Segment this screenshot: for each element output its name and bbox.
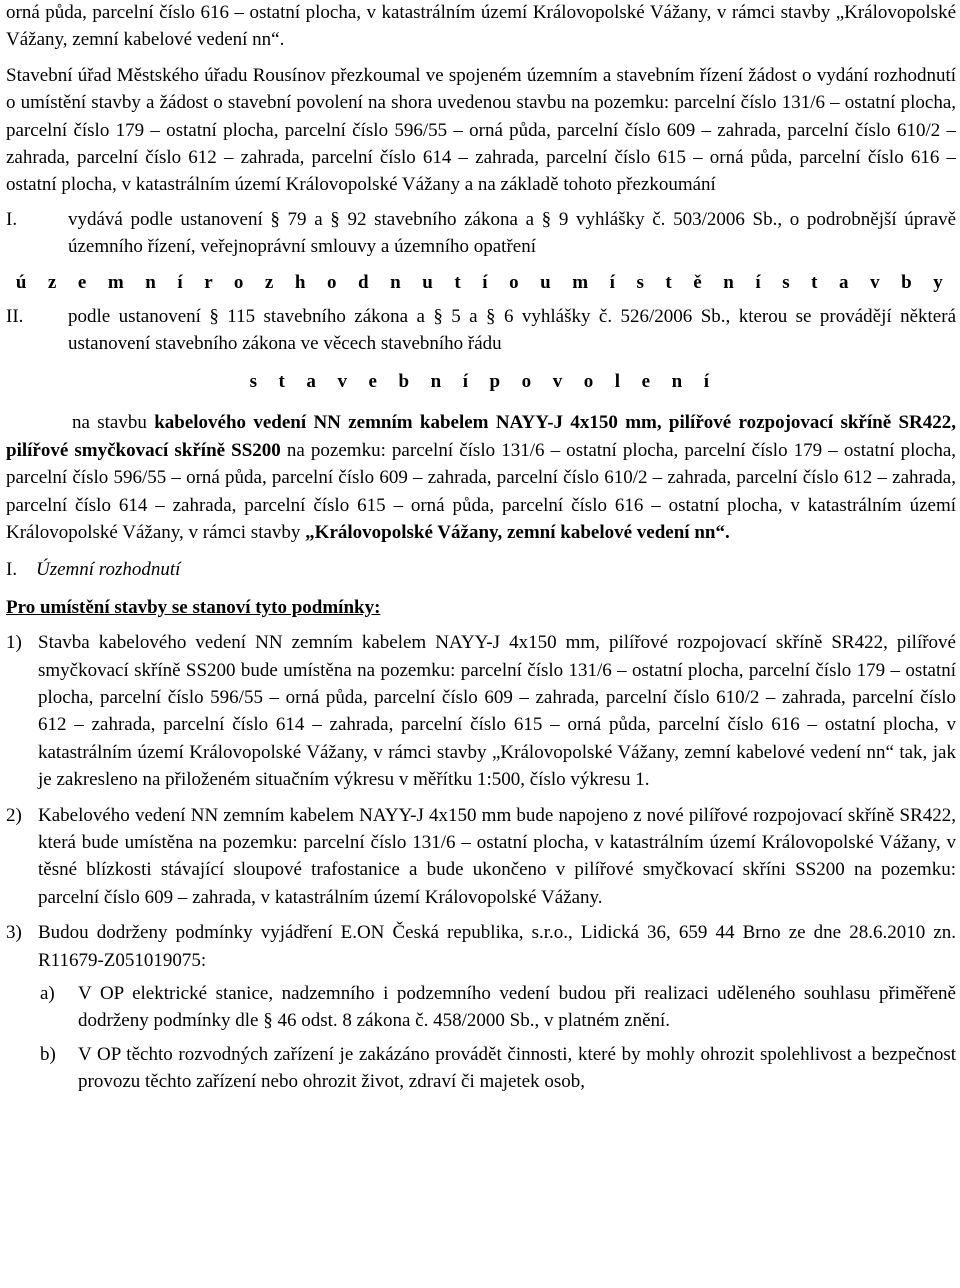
condition-text: Budou dodrženy podmínky vyjádření E.ON Česká republika, s.r.o., Lidická 36, 659 44 Brno ze dne 28.6.2010 zn. R11679-Z051019075: xyxy=(38,922,956,971)
list-item xyxy=(40,1041,956,1096)
section-i-text: vydává podle ustanovení § 79 a § 92 stavebního zákona a § 9 vyhlášky č. 503/2006 Sb., o podrobnější úpravě územního řízení, veřejnoprávní smlouvy a územního opatření xyxy=(68,208,956,258)
subcondition-letter: a) xyxy=(40,983,55,1004)
section-i-verdict xyxy=(6,206,956,261)
conditions-list xyxy=(6,629,956,1096)
subcondition-text: V OP těchto rozvodných zařízení je zakázáno provádět činnosti, které by mohly ohrozit spolehlivost a bezpečnost provozu těchto zařízení nebo ohrozit život, zdraví či majetek osob, xyxy=(78,1043,956,1093)
uzemni-title: Územní rozhodnutí xyxy=(36,559,181,581)
section-ii-number: II. xyxy=(6,306,24,328)
uzemni-rozhodnuti-label xyxy=(6,556,956,583)
condition-number: 1) xyxy=(6,632,22,654)
document-page xyxy=(6,0,956,1096)
list-item xyxy=(40,980,956,1035)
heading-uzemni-rozhodnuti: ú z e m n í r o z h o d n u t í o u m í s t ě n í s t a v b y xyxy=(15,271,947,293)
condition-number: 2) xyxy=(6,804,22,826)
section-ii-verdict xyxy=(6,303,956,358)
stavba-location: na pozemku: parcelní číslo 131/6 – ostatní plocha, parcelní číslo 179 – ostatní plocha, parcelní číslo 596/55 – orná půda, parcelní číslo 609 – zahrada, parcelní číslo 610/2 – zahrada, parcelní číslo 612 – zahrada, parcelní číslo 614 – zahrada, parcelní číslo 615 – orná půda, parcelní číslo 616 – ostatní plocha, v katastrálním území Královopolské Vážany, v rámci stavby xyxy=(6,439,956,543)
heading-stavebni-povoleni: s t a v e b n í p o v o l e n í xyxy=(249,370,713,392)
condition-number: 3) xyxy=(6,922,22,944)
list-item xyxy=(6,802,956,912)
stavba-bold-items: kabelového vedení NN zemním kabelem NAYY-J 4x150 mm, pilířové rozpojovací skříně SR422, pilířové smyčkovací skříně SS200 xyxy=(6,412,956,461)
condition-text: Kabelového vedení NN zemním kabelem NAYY-J 4x150 mm bude napojeno z nové pilířové rozpojovací skříně SR422, která bude umístěna na pozemku: parcelní číslo 131/6 – ostatní plocha, v katastrálním území Královopolské Vážany, v těsné blízkosti stávající sloupové trafostanice a bude ukončeno v pilířové smyčkovací skříni SS200 na pozemku: parcelní číslo 609 – zahrada, v katastrálním území Královopolské Vážany. xyxy=(38,804,956,908)
uzemni-number: I. xyxy=(6,559,18,581)
intro-continuation: orná půda, parcelní číslo 616 – ostatní plocha, v katastrálním území Královopolské Vážany, v rámci stavby „Královopolské Vážany, zemní kabelové vedení nn“. xyxy=(6,2,956,51)
stavba-description xyxy=(6,409,956,546)
section-ii-text: podle ustanovení § 115 stavebního zákona a § 5 a § 6 vyhlášky č. 526/2006 Sb., kterou se provádějí některá ustanovení stavebního zákona ve věcech stavebního řádu xyxy=(68,306,956,355)
list-item xyxy=(6,629,956,793)
intro-paragraph: Stavební úřad Městského úřadu Rousínov přezkoumal ve spojeném územním a stavebním řízení žádost o vydání rozhodnutí o umístění stavby a žádost o stavební povolení na shora uvedenou stavbu na pozemku: parcelní číslo 131/6 – ostatní plocha, parcelní číslo 179 – ostatní plocha, parcelní číslo 596/55 – orná půda, parcelní číslo 609 – zahrada, parcelní číslo 610/2 – zahrada, parcelní číslo 612 – zahrada, parcelní číslo 614 – zahrada, parcelní číslo 615 – orná půda, parcelní číslo 616 – ostatní plocha, v katastrálním území Královopolské Vážany a na základě tohoto přezkoumání xyxy=(6,64,956,196)
section-i-number: I. xyxy=(6,208,18,230)
stavba-name: „Královopolské Vážany, zemní kabelové vedení nn“. xyxy=(305,521,730,543)
subcondition-letter: b) xyxy=(40,1043,56,1065)
stavba-prefix: na stavbu xyxy=(72,412,155,434)
list-item xyxy=(6,919,956,974)
conditions-heading: Pro umístění stavby se stanoví tyto podmínky: xyxy=(6,596,381,618)
subcondition-text: V OP elektrické stanice, nadzemního i podzemního vedení budou při realizaci uděleného souhlasu přiměřeně dodrženy podmínky dle § 46 odst. 8 zákona č. 458/2000 Sb., v platném znění. xyxy=(78,983,956,1032)
condition-text: Stavba kabelového vedení NN zemním kabelem NAYY-J 4x150 mm, pilířové rozpojovací skříně SR422, pilířové smyčkovací skříně SS200 bude umístěna na pozemku: parcelní číslo 131/6 – ostatní plocha, parcelní číslo 179 – ostatní plocha, parcelní číslo 596/55 – orná půda, parcelní číslo 609 – zahrada, parcelní číslo 610/2 – zahrada, parcelní číslo 612 – zahrada, parcelní číslo 614 – zahrada, parcelní číslo 615 – orná půda, parcelní číslo 616 – ostatní plocha, v katastrálním území Královopolské Vážany, v rámci stavby „Královopolské Vážany, zemní kabelové vedení nn“ tak, jak je zakresleno na přiloženém situačním výkresu v měřítku 1:500, číslo výkresu 1. xyxy=(38,632,956,791)
